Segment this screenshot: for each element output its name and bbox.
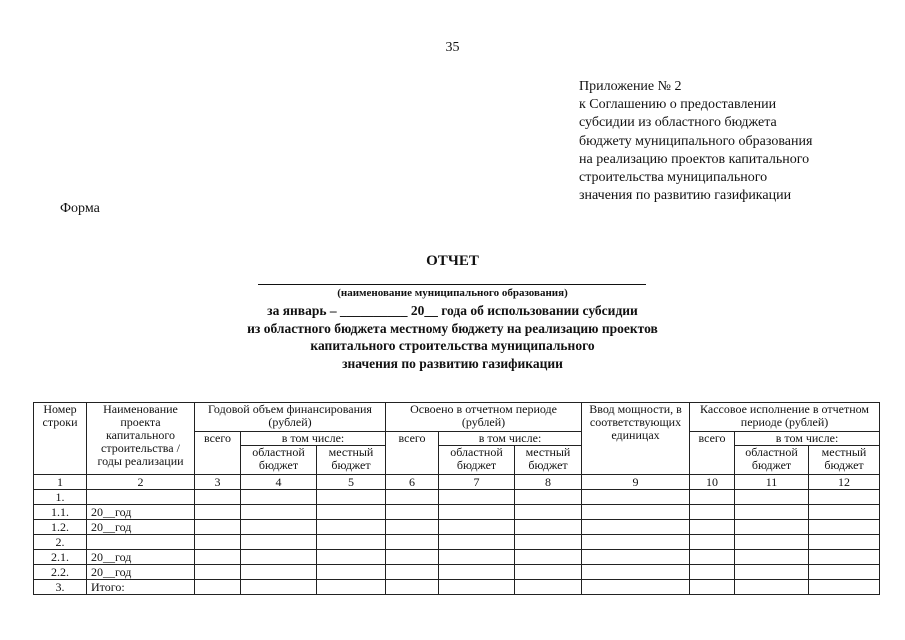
- data-cell: [195, 565, 241, 580]
- data-cell: [386, 535, 439, 550]
- data-cell: [735, 505, 809, 520]
- row-number-cell: 2.1.: [34, 550, 87, 565]
- project-name-cell: 20__год: [87, 550, 195, 565]
- data-cell: [515, 550, 582, 565]
- data-cell: [317, 565, 386, 580]
- column-number: 9: [582, 475, 690, 490]
- header-total: всего: [690, 432, 735, 475]
- row-number-cell: 1.2.: [34, 520, 87, 535]
- subtitle-line: значения по развитию газификации: [342, 355, 563, 371]
- data-cell: [241, 565, 317, 580]
- row-number-cell: 1.1.: [34, 505, 87, 520]
- data-cell: [195, 580, 241, 595]
- data-cell: [690, 550, 735, 565]
- header-including: в том числе:: [241, 432, 386, 446]
- row-number-cell: 1.: [34, 490, 87, 505]
- data-cell: [582, 550, 690, 565]
- appendix-line: Приложение № 2: [579, 79, 682, 94]
- column-number: 6: [386, 475, 439, 490]
- header-row-number: Номер строки: [34, 403, 87, 475]
- data-cell: [386, 565, 439, 580]
- header-cash-execution: Кассовое исполнение в отчетном периоде (рублей): [690, 403, 880, 432]
- data-cell: [582, 505, 690, 520]
- project-name-cell: [87, 535, 195, 550]
- table-row: [34, 565, 880, 580]
- project-name-cell: 20__год: [87, 565, 195, 580]
- table-row: [34, 505, 880, 520]
- data-cell: [439, 535, 515, 550]
- appendix-line: на реализацию проектов капитального: [579, 151, 810, 167]
- data-cell: [690, 535, 735, 550]
- data-cell: [515, 535, 582, 550]
- data-cell: [735, 535, 809, 550]
- data-cell: [809, 580, 880, 595]
- data-cell: [515, 490, 582, 505]
- report-table: [33, 402, 880, 595]
- header-including: в том числе:: [439, 432, 582, 446]
- data-cell: [241, 550, 317, 565]
- data-cell: [515, 520, 582, 535]
- column-number: 2: [87, 475, 195, 490]
- appendix-block: [579, 78, 899, 205]
- data-cell: [439, 520, 515, 535]
- table-row: [34, 535, 880, 550]
- data-cell: [241, 580, 317, 595]
- column-number: 1: [34, 475, 87, 490]
- data-cell: [317, 535, 386, 550]
- data-cell: [735, 520, 809, 535]
- municipality-caption: (наименование муниципального образования): [337, 287, 568, 299]
- header-including: в том числе:: [735, 432, 880, 446]
- header-mastered: Освоено в отчетном периоде (рублей): [386, 403, 582, 432]
- page-number: 35: [445, 40, 460, 55]
- data-cell: [439, 490, 515, 505]
- data-cell: [809, 535, 880, 550]
- project-name-cell: 20__год: [87, 520, 195, 535]
- data-cell: [582, 490, 690, 505]
- data-cell: [195, 505, 241, 520]
- form-label: Форма: [60, 201, 100, 216]
- column-number: 12: [809, 475, 880, 490]
- data-cell: [515, 580, 582, 595]
- project-name-cell: 20__год: [87, 505, 195, 520]
- data-cell: [241, 535, 317, 550]
- table-row: [34, 550, 880, 565]
- column-number: 4: [241, 475, 317, 490]
- data-cell: [241, 505, 317, 520]
- column-number: 3: [195, 475, 241, 490]
- column-number: 11: [735, 475, 809, 490]
- data-cell: [515, 505, 582, 520]
- data-cell: [241, 490, 317, 505]
- data-cell: [317, 490, 386, 505]
- municipality-blank-line: [258, 284, 646, 285]
- report-title: ОТЧЕТ: [426, 253, 479, 269]
- appendix-line: строительства муниципального: [579, 170, 768, 186]
- data-cell: [515, 565, 582, 580]
- data-cell: [809, 505, 880, 520]
- data-cell: [439, 505, 515, 520]
- data-cell: [582, 580, 690, 595]
- row-number-cell: 2.2.: [34, 565, 87, 580]
- data-cell: [690, 505, 735, 520]
- header-project-name: Наименование проекта капитального строительства / годы реализации: [87, 403, 195, 475]
- column-number: 10: [690, 475, 735, 490]
- data-cell: [386, 520, 439, 535]
- column-number: 5: [317, 475, 386, 490]
- appendix-line: бюджету муниципального образования: [579, 133, 813, 149]
- header-regional-budget: областной бюджет: [439, 446, 515, 475]
- data-cell: [809, 565, 880, 580]
- header-capacity: Ввод мощности, в соответствующих единицах: [582, 403, 690, 475]
- data-cell: [809, 490, 880, 505]
- table-body: [34, 490, 880, 595]
- subtitle-line: из областного бюджета местному бюджету на реализацию проектов: [247, 320, 658, 336]
- subtitle-line: капитального строительства муниципального: [310, 338, 595, 353]
- data-cell: [317, 550, 386, 565]
- data-cell: [582, 565, 690, 580]
- data-cell: [195, 490, 241, 505]
- table-row: [34, 490, 880, 505]
- data-cell: [439, 565, 515, 580]
- header-local-budget: местный бюджет: [317, 446, 386, 475]
- data-cell: [241, 520, 317, 535]
- table-row: [34, 580, 880, 595]
- data-cell: [439, 550, 515, 565]
- data-cell: [386, 580, 439, 595]
- column-number-row: [34, 475, 880, 490]
- data-cell: [809, 550, 880, 565]
- data-cell: [735, 580, 809, 595]
- header-annual-volume: Годовой объем финансирования (рублей): [195, 403, 386, 432]
- header-regional-budget: областной бюджет: [241, 446, 317, 475]
- appendix-line: субсидии из областного бюджета: [579, 115, 777, 131]
- data-cell: [690, 580, 735, 595]
- data-cell: [386, 550, 439, 565]
- data-cell: [582, 520, 690, 535]
- header-local-budget: местный бюджет: [809, 446, 880, 475]
- data-cell: [735, 490, 809, 505]
- column-number: 7: [439, 475, 515, 490]
- report-subtitle: [0, 302, 905, 372]
- data-cell: [735, 565, 809, 580]
- data-cell: [317, 580, 386, 595]
- appendix-line: к Соглашению о предоставлении: [579, 97, 777, 113]
- data-cell: [386, 505, 439, 520]
- subtitle-line: за январь – __________ 20__ года об использовании субсидии: [267, 303, 638, 318]
- data-cell: [690, 565, 735, 580]
- row-number-cell: 3.: [34, 580, 87, 595]
- row-number-cell: 2.: [34, 535, 87, 550]
- data-cell: [195, 535, 241, 550]
- appendix-line: значения по развитию газификации: [579, 188, 792, 204]
- column-number: 8: [515, 475, 582, 490]
- data-cell: [317, 505, 386, 520]
- header-regional-budget: областной бюджет: [735, 446, 809, 475]
- data-cell: [195, 520, 241, 535]
- project-name-cell: [87, 490, 195, 505]
- header-total: всего: [195, 432, 241, 475]
- data-cell: [582, 535, 690, 550]
- data-cell: [690, 490, 735, 505]
- table-row: [34, 520, 880, 535]
- data-cell: [386, 490, 439, 505]
- project-name-cell: Итого:: [87, 580, 195, 595]
- data-cell: [439, 580, 515, 595]
- header-total: всего: [386, 432, 439, 475]
- header-local-budget: местный бюджет: [515, 446, 582, 475]
- data-cell: [195, 550, 241, 565]
- data-cell: [317, 520, 386, 535]
- data-cell: [690, 520, 735, 535]
- data-cell: [809, 520, 880, 535]
- data-cell: [735, 550, 809, 565]
